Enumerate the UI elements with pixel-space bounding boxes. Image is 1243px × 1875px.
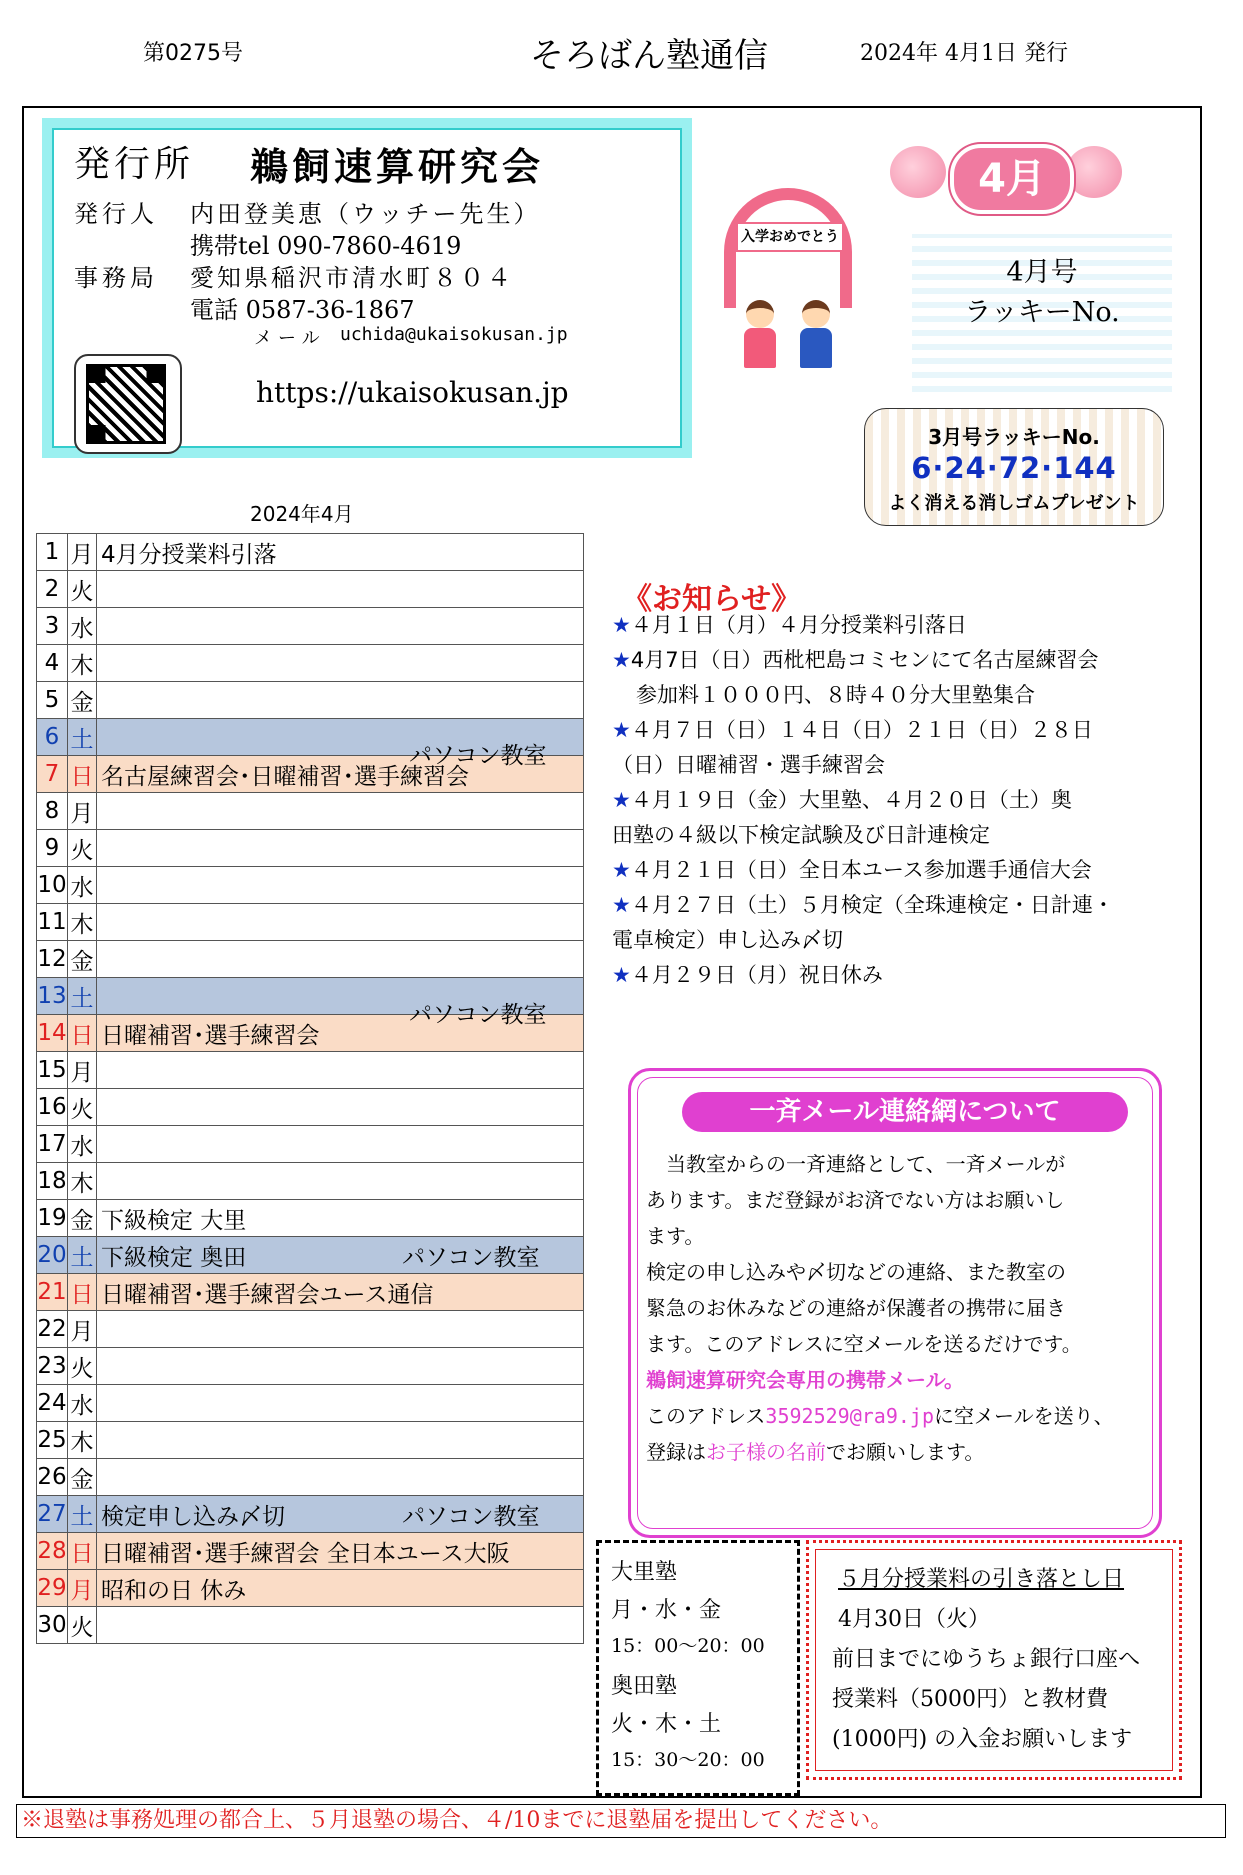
calendar-pc-class: パソコン教室	[409, 1002, 547, 1028]
calendar-day-number: 29	[37, 1570, 68, 1607]
school-name: 大里塾	[611, 1560, 678, 1585]
calendar-day-number: 30	[37, 1607, 68, 1644]
calendar-event	[97, 1496, 584, 1533]
school-hours-box	[596, 1540, 800, 1796]
notice-item: 田塾の４級以下検定試験及び日計連検定	[612, 823, 990, 847]
fee-date: 4月30日（火）	[838, 1607, 990, 1632]
withdrawal-notice: ※退塾は事務処理の都合上、５月退塾の場合、４/10までに退塾届を提出してください。	[16, 1804, 1226, 1838]
calendar-event-text: 下級検定 奥田	[101, 1244, 247, 1271]
calendar-weekday: 月	[68, 1570, 97, 1607]
mail-address[interactable]: 3592529@ra9.jp	[765, 1404, 934, 1428]
previous-lucky-numbers: 6·24·72·144	[911, 451, 1117, 485]
calendar-day-number: 23	[37, 1348, 68, 1385]
calendar-event	[97, 867, 584, 904]
calendar-day-number: 14	[37, 1015, 68, 1052]
publisher-box	[42, 118, 692, 458]
notice-item: ★４月２７日（土）５月検定（全珠連検定・日計連・	[612, 893, 1114, 917]
calendar-row	[37, 719, 584, 756]
notice-item: ★４月１日（月）４月分授業料引落日	[612, 613, 967, 637]
fee-line: (1000円) の入金お願いします	[832, 1727, 1133, 1752]
email-label: メール	[254, 328, 326, 349]
qr-code-icon	[74, 354, 182, 454]
calendar-day-number: 9	[37, 830, 68, 867]
fee-title: ５月分授業料の引き落とし日	[838, 1567, 1125, 1592]
newsletter-title: そろばん塾通信	[530, 36, 768, 76]
calendar-weekday: 水	[68, 867, 97, 904]
calendar-weekday: 火	[68, 571, 97, 608]
calendar-weekday: 木	[68, 904, 97, 941]
calendar-weekday: 月	[68, 534, 97, 571]
publisher-label: 発行所	[74, 144, 195, 185]
issuer-name: 内田登美恵（ウッチー先生）	[190, 200, 541, 228]
calendar-event	[97, 1607, 584, 1644]
website-url[interactable]: https://ukaisokusan.jp	[256, 376, 569, 409]
fee-line: 授業料（5000円）と教材費	[832, 1687, 1108, 1712]
calendar-event	[97, 1052, 584, 1089]
calendar-day-number: 2	[37, 571, 68, 608]
calendar-table	[36, 533, 584, 1644]
calendar-event	[97, 534, 584, 571]
email-address[interactable]: uchida@ukaisokusan.jp	[340, 324, 568, 345]
calendar-day-number: 25	[37, 1422, 68, 1459]
boy-icon	[798, 300, 834, 390]
calendar-event	[97, 682, 584, 719]
calendar-event	[97, 1385, 584, 1422]
star-icon: ★	[612, 718, 631, 742]
calendar-weekday: 土	[68, 719, 97, 756]
office-phone: 電話 0587-36-1867	[190, 296, 415, 324]
calendar-day-number: 11	[37, 904, 68, 941]
calendar-weekday: 水	[68, 608, 97, 645]
calendar-day-number: 19	[37, 1200, 68, 1237]
calendar-event	[97, 719, 584, 769]
calendar-day-number: 26	[37, 1459, 68, 1496]
calendar-row	[37, 682, 584, 719]
notice-item: ★４月１９日（金）大里塾、４月２０日（土）奥	[612, 788, 1072, 812]
calendar-event	[97, 1274, 584, 1311]
calendar-row	[37, 1237, 584, 1274]
calendar-event	[97, 1163, 584, 1200]
calendar-day-number: 8	[37, 793, 68, 830]
calendar-row	[37, 978, 584, 1015]
lucky-number-box	[912, 234, 1172, 392]
notice-title: 《お知らせ》	[622, 582, 802, 617]
calendar-weekday: 木	[68, 645, 97, 682]
calendar-event	[97, 1533, 584, 1570]
star-icon: ★	[612, 613, 631, 637]
calendar-day-number: 20	[37, 1237, 68, 1274]
notice-item: 電卓検定）申し込み〆切	[612, 928, 843, 952]
star-icon: ★	[612, 963, 631, 987]
calendar-weekday: 日	[68, 756, 97, 793]
mail-paragraph: 緊急のお休みなどの連絡が保護者の携帯に届き	[646, 1296, 1066, 1320]
calendar-day-number: 7	[37, 756, 68, 793]
star-icon: ★	[612, 893, 631, 917]
star-icon: ★	[612, 858, 631, 882]
calendar-row	[37, 645, 584, 682]
star-icon: ★	[612, 648, 631, 672]
calendar-row	[37, 941, 584, 978]
calendar-weekday: 日	[68, 1274, 97, 1311]
calendar-weekday: 月	[68, 793, 97, 830]
previous-lucky-box	[864, 408, 1164, 526]
lucky-issue: 4月号	[1006, 257, 1078, 288]
calendar-row	[37, 1089, 584, 1126]
calendar-row	[37, 867, 584, 904]
calendar-row	[37, 1200, 584, 1237]
calendar-row	[37, 1274, 584, 1311]
calendar-event	[97, 1570, 584, 1607]
calendar-weekday: 火	[68, 1348, 97, 1385]
school-name: 奥田塾	[611, 1674, 678, 1699]
notice-item: （日）日曜補習・選手練習会	[612, 753, 885, 777]
star-icon: ★	[612, 788, 631, 812]
calendar-row	[37, 1607, 584, 1644]
previous-lucky-title: 3月号ラッキーNo.	[928, 425, 1100, 449]
calendar-event	[97, 904, 584, 941]
notice-item: ★４月７日（日）１４日（日）２１日（日）２８日	[612, 718, 1093, 742]
calendar-day-number: 5	[37, 682, 68, 719]
calendar-day-number: 15	[37, 1052, 68, 1089]
calendar-weekday: 水	[68, 1385, 97, 1422]
calendar-pc-class: パソコン教室	[402, 1503, 540, 1530]
calendar-event	[97, 1126, 584, 1163]
publisher-name: 鵜飼速算研究会	[250, 144, 545, 189]
calendar-event	[97, 1200, 584, 1237]
calendar-weekday: 土	[68, 1237, 97, 1274]
lucky-label: ラッキーNo.	[964, 297, 1120, 328]
notice-item: 参加料１０００円、８時４０分大里塾集合	[636, 683, 1035, 707]
mail-highlight: 鵜飼速算研究会専用の携帯メール。	[646, 1368, 964, 1392]
mail-paragraph: 当教室からの一斉連絡として、一斉メールが	[666, 1152, 1066, 1176]
notice-item: ★４月２１日（日）全日本ユース参加選手通信大会	[612, 858, 1092, 882]
school-days: 火・木・土	[611, 1712, 722, 1737]
mail-heading: 一斉メール連絡網について	[682, 1092, 1128, 1132]
mail-paragraph: ます。このアドレスに空メールを送るだけです。	[646, 1332, 1082, 1356]
calendar-row	[37, 830, 584, 867]
calendar-weekday: 火	[68, 1089, 97, 1126]
calendar-weekday: 土	[68, 1496, 97, 1533]
calendar-day-number: 27	[37, 1496, 68, 1533]
calendar-row	[37, 1496, 584, 1533]
cherry-blossom-icon	[1066, 146, 1122, 198]
mail-paragraph: あります。まだ登録がお済でない方はお願いし	[646, 1188, 1065, 1212]
notice-item: ★4月7日（日）西枇杷島コミセンにて名古屋練習会	[612, 648, 1099, 672]
calendar-event-text: 日曜補習･選手練習会ユース通信	[101, 1281, 434, 1308]
calendar-day-number: 6	[37, 719, 68, 756]
calendar-event-text: 日曜補習･選手練習会 全日本ユース大阪	[101, 1540, 510, 1567]
calendar-day-number: 21	[37, 1274, 68, 1311]
calendar-day-number: 16	[37, 1089, 68, 1126]
calendar-weekday: 火	[68, 830, 97, 867]
calendar-row	[37, 534, 584, 571]
calendar-event-text: 名古屋練習会･日曜補習･選手練習会	[101, 763, 469, 790]
mail-paragraph: 検定の申し込みや〆切などの連絡、また教室の	[646, 1260, 1066, 1284]
calendar-day-number: 24	[37, 1385, 68, 1422]
calendar-weekday: 金	[68, 941, 97, 978]
calendar-row	[37, 1422, 584, 1459]
calendar-event	[97, 1237, 584, 1274]
calendar-row	[37, 1126, 584, 1163]
calendar-day-number: 28	[37, 1533, 68, 1570]
calendar-weekday: 水	[68, 1126, 97, 1163]
calendar-weekday: 木	[68, 1422, 97, 1459]
calendar-day-number: 4	[37, 645, 68, 682]
girl-icon	[742, 300, 778, 390]
issue-number: 第0275号	[143, 41, 243, 66]
mobile-phone: 携帯tel 090-7860-4619	[190, 232, 462, 260]
calendar-row	[37, 608, 584, 645]
office-address: 愛知県稲沢市清水町８０４	[190, 264, 514, 292]
calendar-day-number: 3	[37, 608, 68, 645]
calendar-pc-class: パソコン教室	[409, 743, 547, 769]
mail-address-line: このアドレス3592529@ra9.jpに空メールを送り、	[646, 1404, 1114, 1428]
calendar-weekday: 木	[68, 1163, 97, 1200]
calendar-row	[37, 1052, 584, 1089]
calendar-event-text: 昭和の日 休み	[101, 1577, 247, 1604]
calendar-row	[37, 571, 584, 608]
calendar-day-number: 17	[37, 1126, 68, 1163]
mail-register-line: 登録はお子様の名前でお願いします。	[646, 1440, 985, 1464]
calendar-event	[97, 978, 584, 1028]
calendar-event	[97, 1348, 584, 1385]
calendar-weekday: 金	[68, 682, 97, 719]
calendar-day-number: 13	[37, 978, 68, 1015]
entrance-celebration-art	[718, 188, 858, 400]
calendar-weekday: 日	[68, 1533, 97, 1570]
calendar-event-text: 日曜補習･選手練習会	[101, 1022, 320, 1049]
calendar-month-label: 2024年4月	[250, 502, 354, 526]
mail-paragraph: ます。	[646, 1224, 705, 1248]
calendar-event-text: 下級検定 大里	[101, 1207, 247, 1234]
mail-network-box	[628, 1068, 1162, 1538]
calendar-row	[37, 1570, 584, 1607]
calendar-row	[37, 1459, 584, 1496]
month-badge-art	[890, 136, 1120, 216]
calendar-day-number: 22	[37, 1311, 68, 1348]
calendar-row	[37, 1533, 584, 1570]
calendar-event	[97, 793, 584, 830]
calendar-weekday: 火	[68, 1607, 97, 1644]
calendar-event	[97, 571, 584, 608]
calendar-event	[97, 1459, 584, 1496]
calendar-event	[97, 1089, 584, 1126]
school-days: 月・水・金	[611, 1598, 722, 1623]
calendar-pc-class: パソコン教室	[402, 1244, 540, 1271]
calendar-row	[37, 904, 584, 941]
calendar-weekday: 土	[68, 978, 97, 1015]
calendar-event	[97, 1311, 584, 1348]
calendar-weekday: 金	[68, 1200, 97, 1237]
issue-date: 2024年 4月1日 発行	[860, 41, 1068, 66]
calendar-event	[97, 1422, 584, 1459]
calendar-row	[37, 793, 584, 830]
calendar-row	[37, 1311, 584, 1348]
fee-line: 前日までにゆうちょ銀行口座へ	[832, 1647, 1141, 1672]
notice-item: ★４月２９日（月）祝日休み	[612, 963, 883, 987]
calendar-day-number: 1	[37, 534, 68, 571]
office-label: 事務局	[74, 264, 158, 292]
issuer-label: 発行人	[74, 200, 158, 228]
school-time: 15：30～20：00	[611, 1749, 765, 1771]
calendar-row	[37, 1348, 584, 1385]
calendar-weekday: 金	[68, 1459, 97, 1496]
calendar-day-number: 18	[37, 1163, 68, 1200]
calendar-row	[37, 1385, 584, 1422]
calendar-weekday: 日	[68, 1015, 97, 1052]
fee-box	[806, 1540, 1182, 1780]
calendar-event	[97, 645, 584, 682]
month-badge: 4月	[950, 144, 1074, 214]
calendar-weekday: 月	[68, 1311, 97, 1348]
calendar-day-number: 10	[37, 867, 68, 904]
calendar-event-text: 4月分授業料引落	[101, 541, 277, 568]
school-time: 15：00～20：00	[611, 1635, 765, 1657]
entrance-sign: 入学おめでとう	[736, 222, 844, 252]
calendar-day-number: 12	[37, 941, 68, 978]
calendar-weekday: 月	[68, 1052, 97, 1089]
calendar-event	[97, 830, 584, 867]
calendar-row	[37, 1163, 584, 1200]
calendar-event-text: 検定申し込み〆切	[101, 1503, 285, 1530]
previous-lucky-prize: よく消える消しゴムプレゼント	[888, 493, 1140, 514]
cherry-blossom-icon	[890, 146, 946, 198]
calendar-event	[97, 941, 584, 978]
calendar-event	[97, 608, 584, 645]
